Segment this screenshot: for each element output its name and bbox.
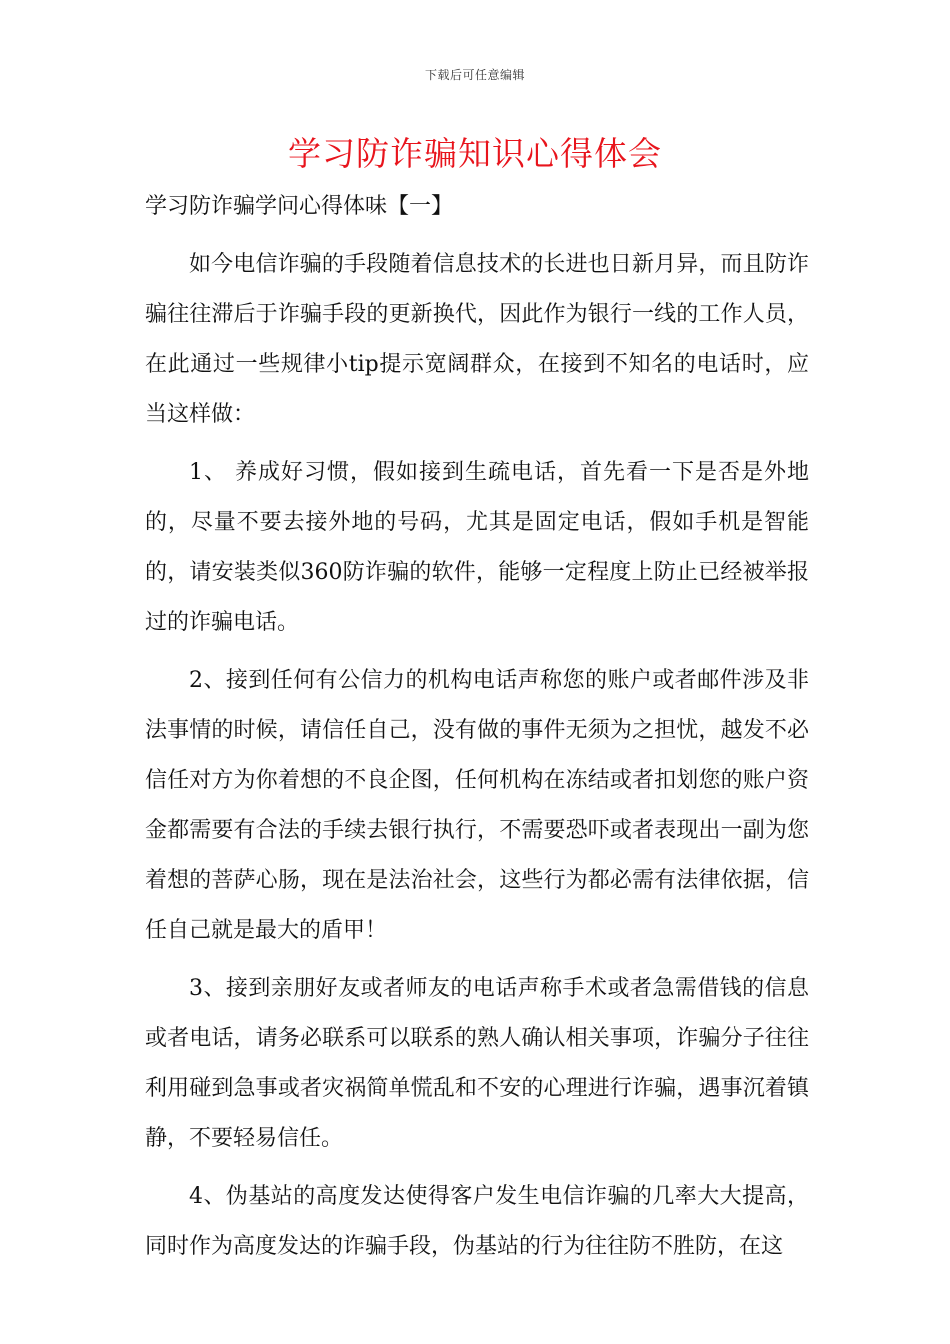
paragraph-tip-2: 2、接到任何有公信力的机构电话声称您的账户或者邮件涉及非法事情的时候，请信任自己，没有做的事件无须为之担忧，越发不必信任对方为你着想的不良企图，任何机构在冻结或者扣划您的账户资金都需要有合法的手续去银行执行，不需要恐吓或者表现出一副为您着想的菩萨心肠，现在是法治社会，这些行为都必需有法律依据，信任自己就是最大的盾甲！	[145, 668, 809, 943]
document-title: 学习防诈骗知识心得体会	[288, 134, 662, 173]
header-note: 下载后可任意编辑	[424, 68, 525, 82]
paragraph-tip-1: 1、 养成好习惯，假如接到生疏电话，首先看一下是否是外地的，尽量不要去接外地的号码，尤其是固定电话，假如手机是智能的，请安装类似360防诈骗的软件，能够一定程度上防止已经被举报过的诈骗电话。	[145, 460, 809, 635]
paragraph-tip-3: 3、接到亲朋好友或者师友的电话声称手术或者急需借钱的信息或者电话，请务必联系可以联系的熟人确认相关事项，诈骗分子往往利用碰到急事或者灾祸简单慌乱和不安的心理进行诈骗，遇事沉着镇静，不要轻易信任。	[145, 976, 809, 1151]
paragraph-tip-4: 4、伪基站的高度发达使得客户发生电信诈骗的几率大大提高，同时作为高度发达的诈骗手段，伪基站的行为往往防不胜防，在这	[145, 1184, 809, 1259]
section-subtitle: 学习防诈骗学问心得体味【一】	[145, 194, 454, 219]
paragraph-intro: 如今电信诈骗的手段随着信息技术的长进也日新月异，而且防诈骗往往滞后于诈骗手段的更新换代，因此作为银行一线的工作人员，在此通过一些规律小tip提示宽阔群众，在接到不知名的电话时，应当这样做：	[145, 252, 809, 427]
document-body	[145, 182, 809, 1280]
